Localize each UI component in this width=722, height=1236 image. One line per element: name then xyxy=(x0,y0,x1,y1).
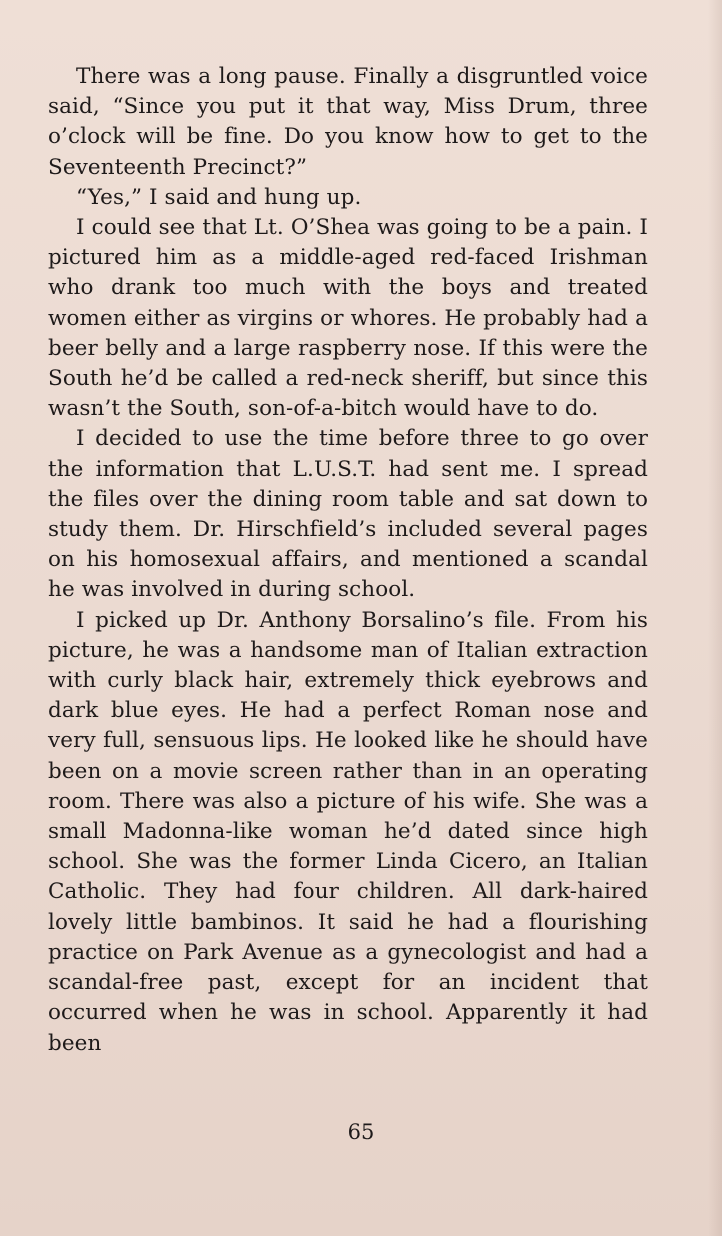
paragraph: I could see that Lt. O’Shea was going to be a pain. I pictured him as a middle-aged red-faced Irishman who drank too much with the boys and treated women either as virgins or whores. He probably had a beer belly and a large raspberry nose. If this were the South he’d be called a red-neck sheriff, but since this wasn’t the South, son-of-a-bitch would have to do. xyxy=(48,215,648,422)
paragraph: There was a long pause. Finally a disgruntled voice said, “Since you put it that way, Miss Drum, three o’clock will be fine. Do you know how to get to the Seventeenth Precinct?” xyxy=(48,64,648,180)
page-edge-shadow xyxy=(708,0,722,1236)
paragraph: “Yes,” I said and hung up. xyxy=(76,184,362,210)
page-number: 65 xyxy=(347,1120,375,1144)
paragraph: I decided to use the time before three to go over the information that L.U.S.T. had sent me. I spread the files over the dining room table and sat down to study them. Dr. Hirschfield’s included several pages on his homosexual affairs, and mentioned a scandal he was involved in during school. xyxy=(48,426,648,603)
paragraph: I picked up Dr. Anthony Borsalino’s file. From his picture, he was a handsome man of Italian extraction with curly black hair, extremely thick eyebrows and dark blue eyes. He had a perfect Roman nose and very full, sensuous lips. He looked like he should have been on a movie screen rather than in an operating room. There was also a picture of his wife. She was a small Madonna-like woman he’d dated since high school. She was the former Linda Cicero, an Italian Catholic. They had four children. All dark-haired lovely little bambinos. It said he had a flourishing practice on Park Avenue as a gynecologist and had a scandal-free past, except for an incident that occurred when he was in school. Apparently it had been xyxy=(48,607,648,1056)
body-text xyxy=(48,62,648,1059)
